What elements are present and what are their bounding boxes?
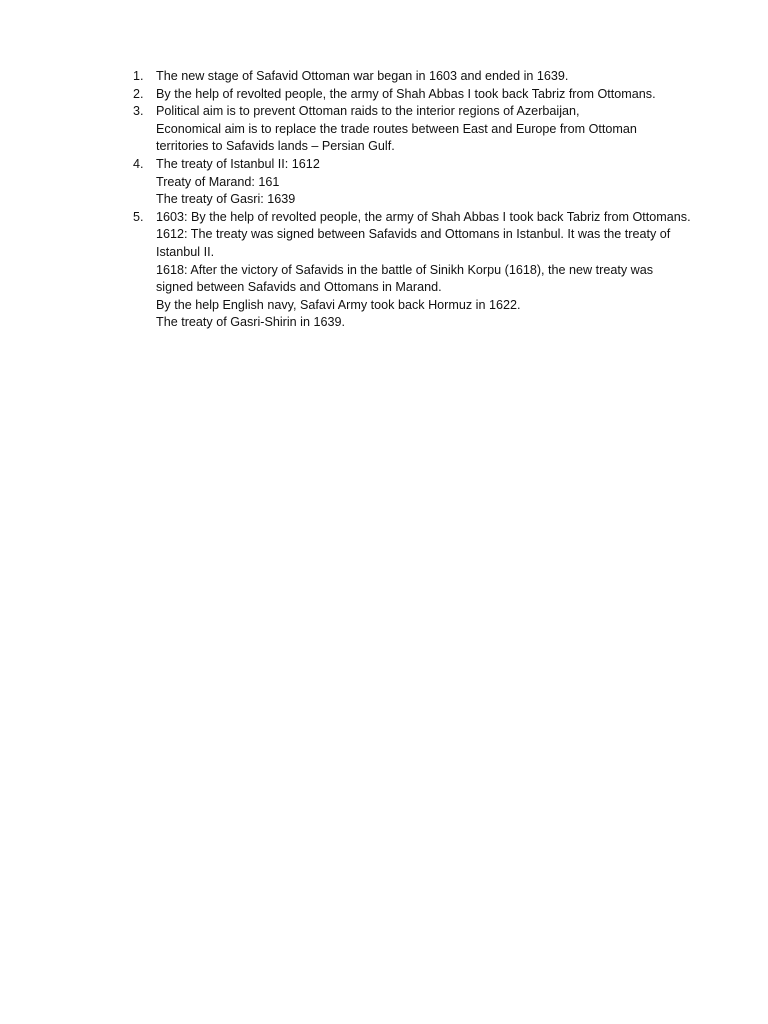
list-item-1 — [133, 68, 733, 86]
text-line: The treaty of Gasri-Shirin in 1639. — [156, 315, 345, 330]
list-number: 3. — [133, 104, 144, 119]
list-number: 4. — [133, 156, 144, 171]
list-item-3 — [133, 103, 733, 156]
list-number: 5. — [133, 209, 144, 224]
numbered-list — [133, 68, 733, 332]
list-number: 2. — [133, 86, 144, 101]
text-line: 1618: After the victory of Safavids in the battle of Sinikh Korpu (1618), the new treaty was — [156, 262, 654, 277]
list-item-text — [156, 209, 733, 332]
text-line: Political aim is to prevent Ottoman raids to the interior regions of Azerbaijan, — [156, 104, 580, 119]
text-line: The new stage of Safavid Ottoman war began in 1603 and ended in 1639. — [156, 69, 569, 83]
text-line: Economical aim is to replace the trade routes between East and Europe from Ottoman — [156, 121, 637, 136]
list-item-text — [156, 68, 733, 86]
list-item-text — [156, 103, 733, 156]
text-line: By the help English navy, Safavi Army took back Hormuz in 1622. — [156, 297, 521, 312]
list-item-5 — [133, 209, 733, 332]
list-number: 1. — [133, 69, 144, 83]
text-line: territories to Safavids lands – Persian Gulf. — [156, 139, 395, 154]
text-line: 1612: The treaty was signed between Safavids and Ottomans in Istanbul. It was the treaty of — [156, 227, 671, 242]
text-line: signed between Safavids and Ottomans in Marand. — [156, 280, 442, 295]
text-line: The treaty of Istanbul II: 1612 — [156, 156, 320, 171]
text-line: By the help of revolted people, the army of Shah Abbas I took back Tabriz from Ottomans. — [156, 86, 656, 101]
text-line: The treaty of Gasri: 1639 — [156, 192, 296, 207]
text-line: Istanbul II. — [156, 244, 215, 259]
list-item-2 — [133, 86, 733, 104]
list-item-text — [156, 156, 733, 209]
text-line: Treaty of Marand: 161 — [156, 174, 280, 189]
list-item-text — [156, 86, 733, 104]
list-item-4 — [133, 156, 733, 209]
text-line: 1603: By the help of revolted people, the army of Shah Abbas I took back Tabriz from Ottomans. — [156, 209, 691, 224]
